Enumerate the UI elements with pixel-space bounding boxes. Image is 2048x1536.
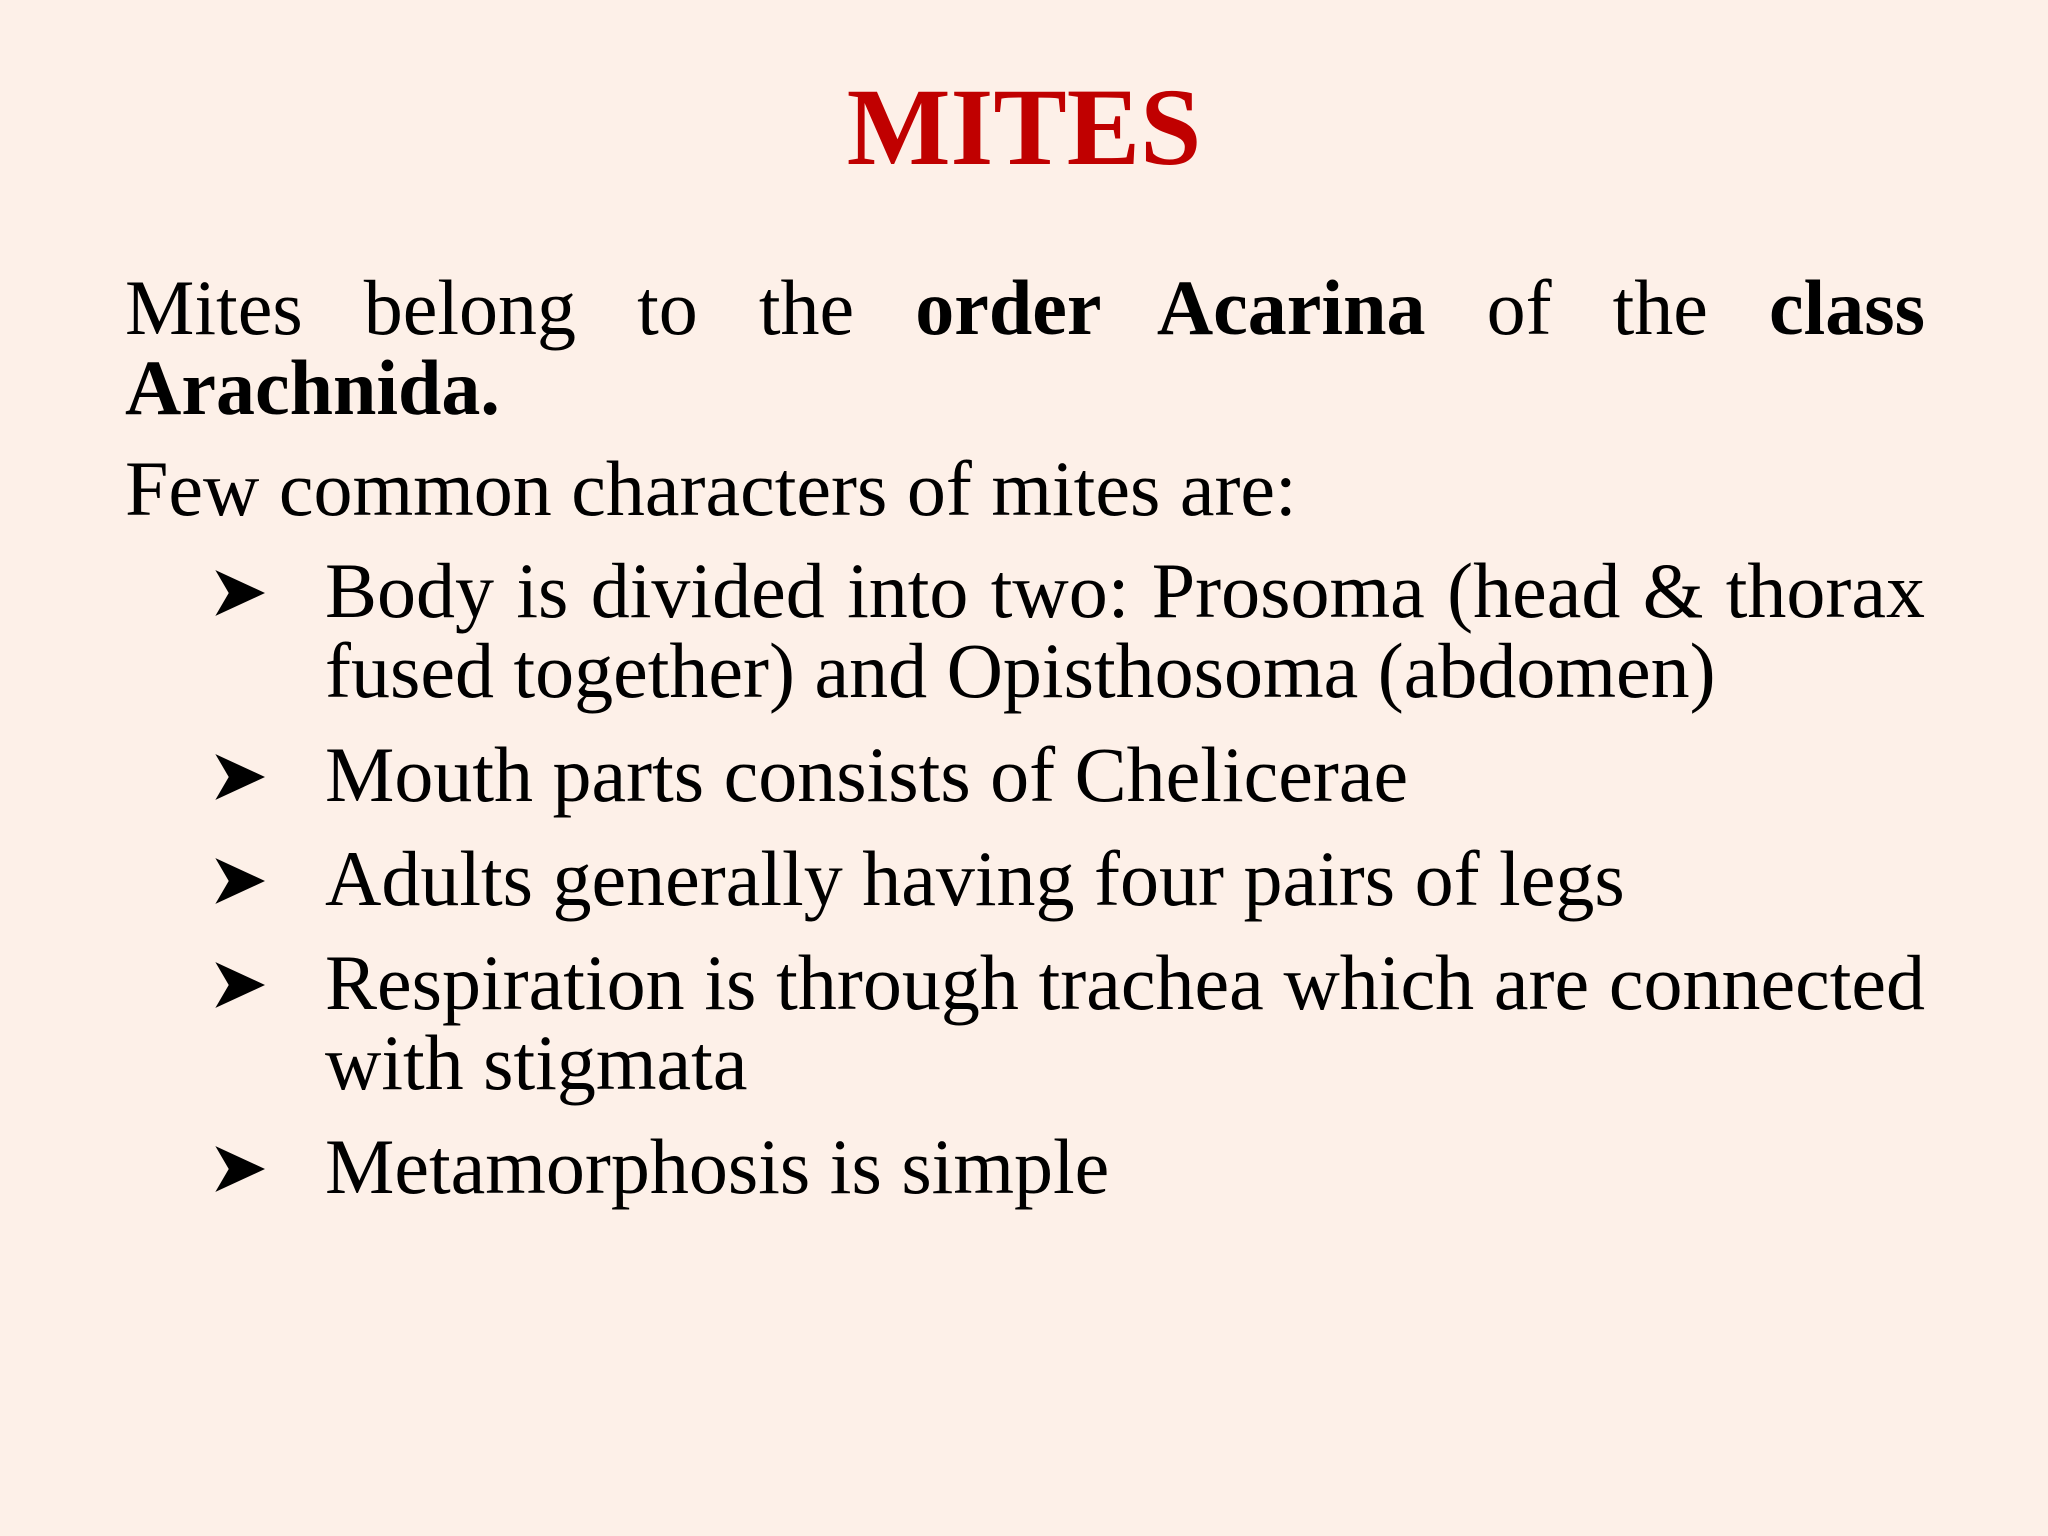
- arrow-bullet-icon: [211, 1141, 267, 1197]
- intro-order-bold: order Acarina: [915, 264, 1426, 351]
- bullet-item: [125, 1123, 1925, 1210]
- bullet-item: [125, 547, 1925, 714]
- arrow-bullet-icon: [211, 749, 267, 805]
- arrow-bullet-icon: [211, 853, 267, 909]
- intro-text-1: Mites belong to the: [125, 264, 916, 351]
- intro-class-bold: class Arachnida.: [125, 264, 1925, 431]
- bullet-item: [125, 731, 1925, 818]
- intro-paragraph: [125, 264, 1925, 431]
- slide-content: [125, 264, 1925, 1231]
- bullet-text: Body is divided into two: Prosoma (head & thorax fused together) and Opisthosoma (abdomen): [325, 547, 1925, 714]
- bullet-text: Adults generally having four pairs of legs: [325, 835, 1625, 922]
- intro-text-2: of the: [1425, 264, 1769, 351]
- bullet-list: [125, 547, 1925, 1210]
- slide-title: MITES: [846, 66, 1202, 188]
- bullet-text: Metamorphosis is simple: [325, 1123, 1110, 1210]
- bullet-text: Respiration is through trachea which are connected with stigmata: [325, 939, 1925, 1106]
- bullet-text: Mouth parts consists of Chelicerae: [325, 731, 1409, 818]
- bullet-item: [125, 939, 1925, 1106]
- arrow-bullet-icon: [211, 565, 267, 621]
- bullet-item: [125, 835, 1925, 922]
- arrow-bullet-icon: [211, 957, 267, 1013]
- lead-paragraph: Few common characters of mites are:: [125, 445, 1297, 532]
